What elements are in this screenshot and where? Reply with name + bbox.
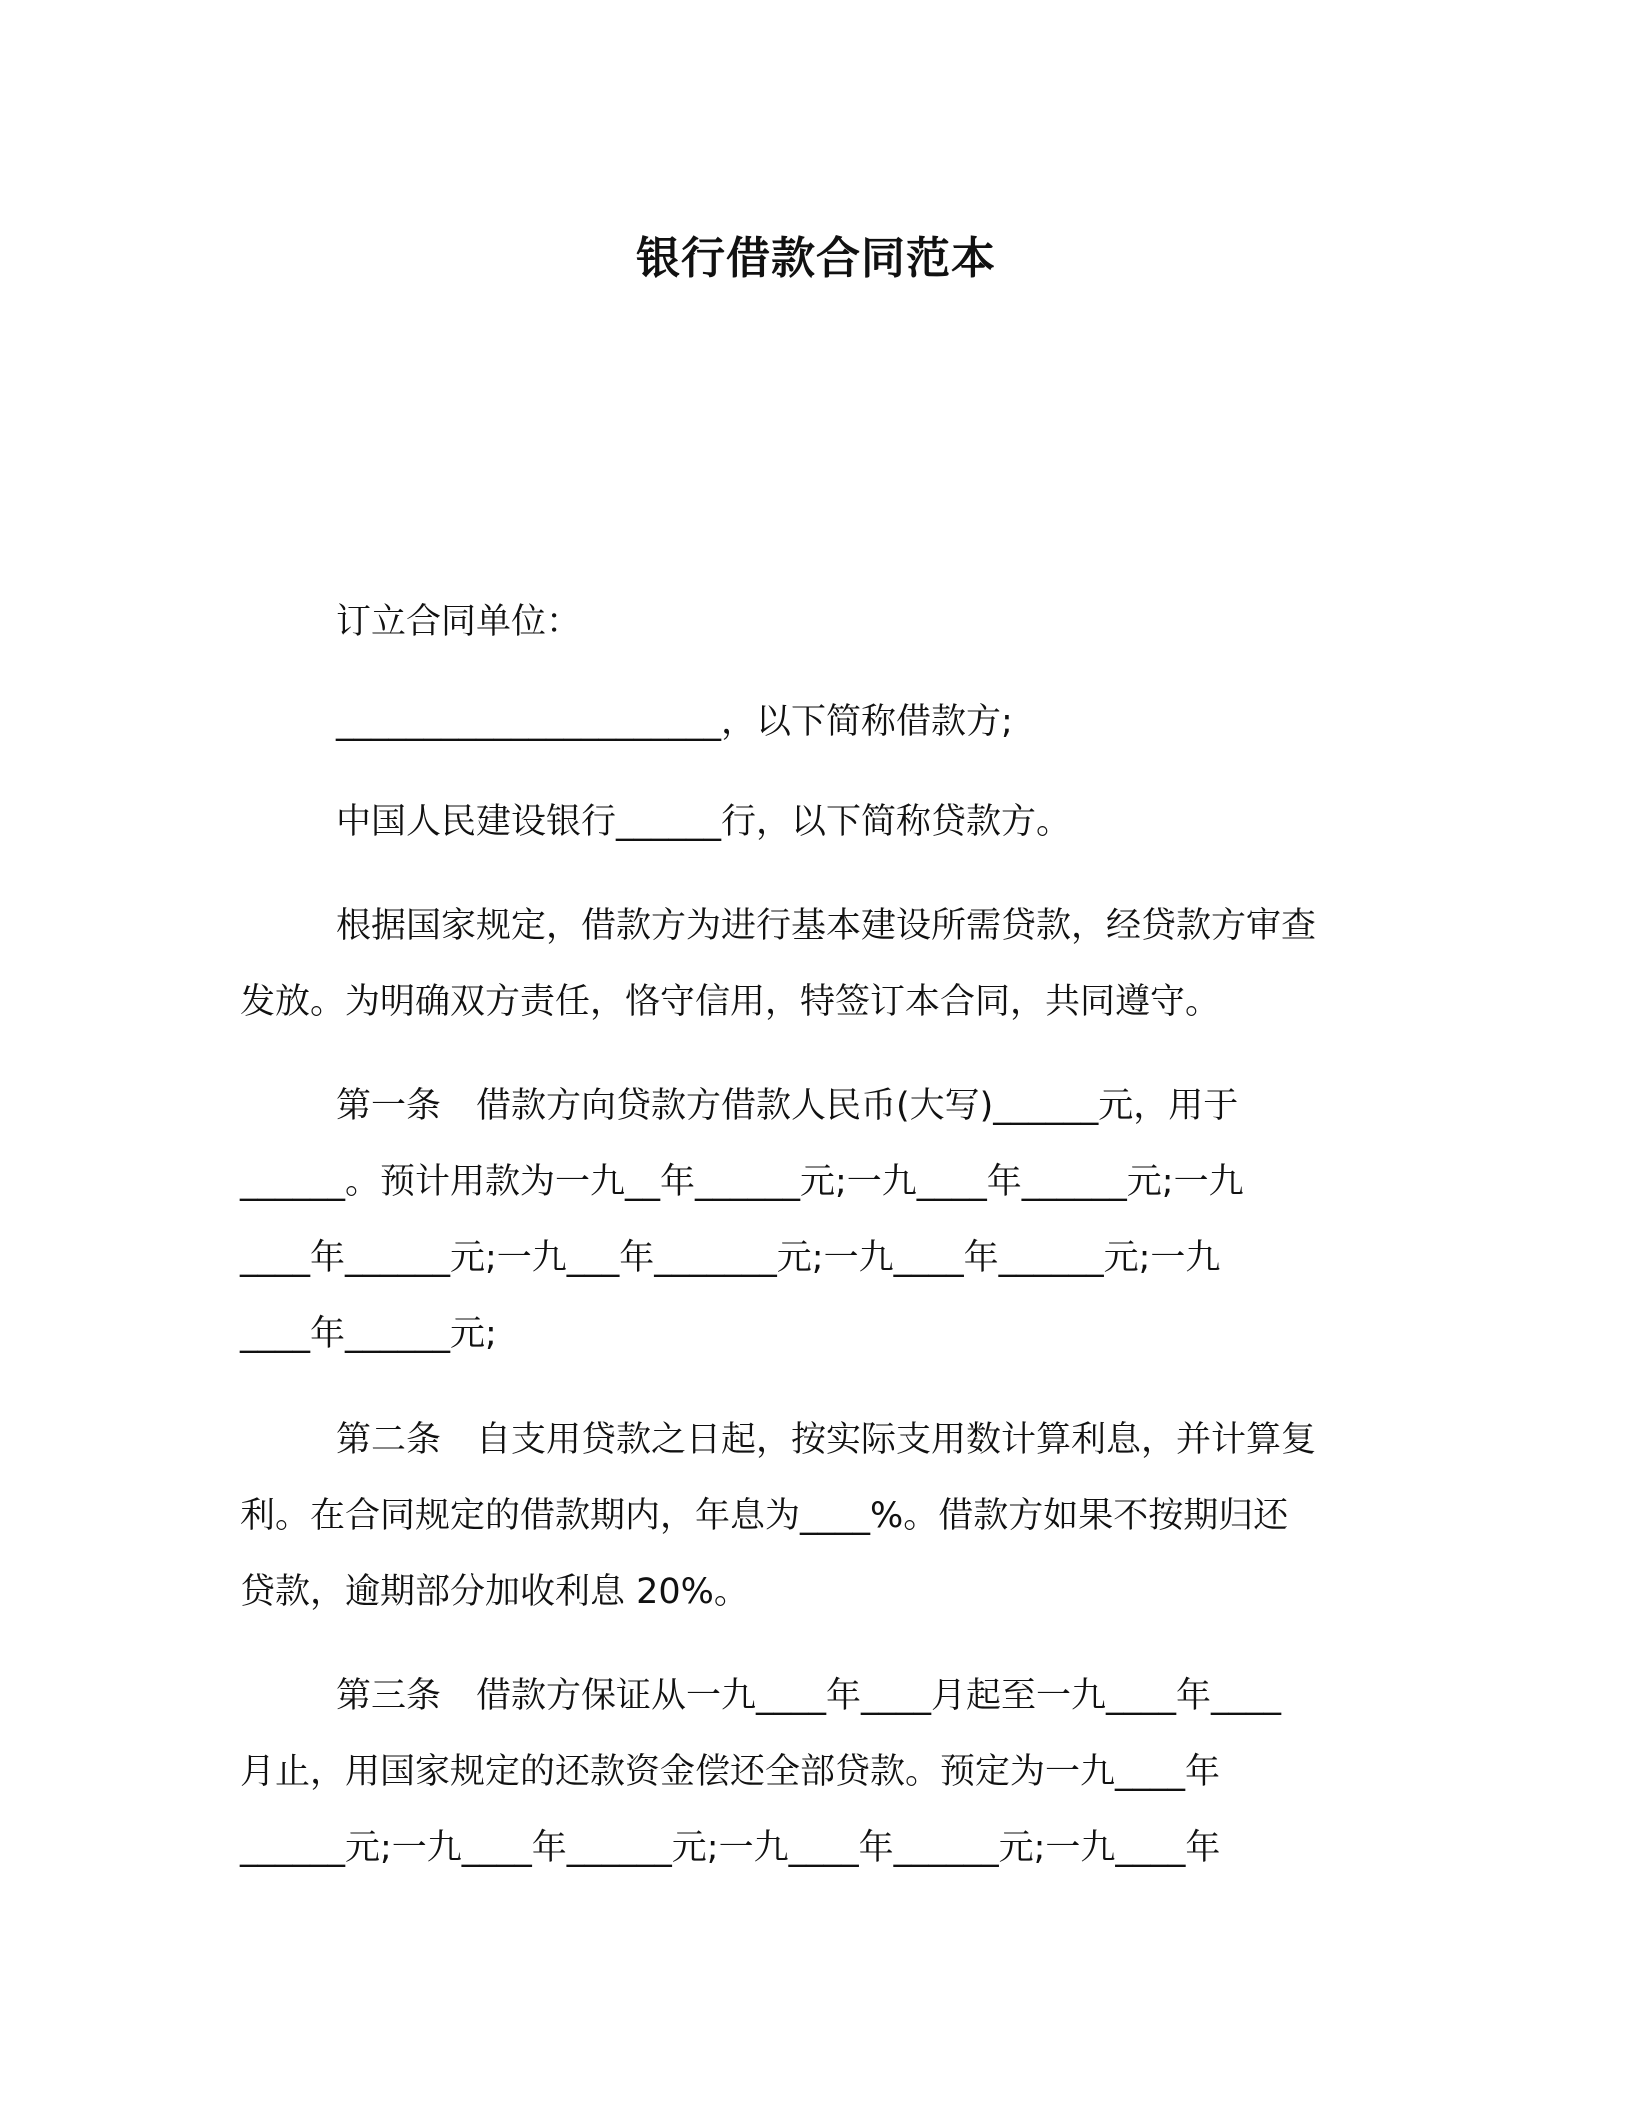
article-2-line-1: 第二条 自支用贷款之日起，按实际支用数计算利息，并计算复 <box>336 1420 1317 1460</box>
lender-line: 中国人民建设银行______行，以下简称贷款方。 <box>336 802 1072 842</box>
article-1-line-2: ______。预计用款为一九__年______元;一九____年______元;一九 <box>240 1162 1244 1202</box>
article-2-line-2: 利。在合同规定的借款期内，年息为____%。借款方如果不按期归还 <box>240 1496 1289 1536</box>
document-title: 银行借款合同范本 <box>636 233 996 284</box>
article-3-line-3: ______元;一九____年______元;一九____年______元;一九____年 <box>240 1828 1221 1868</box>
borrower-line: ______________________，以下简称借款方; <box>336 702 1013 742</box>
article-3-line-2: 月止，用国家规定的还款资金偿还全部贷款。预定为一九____年 <box>240 1752 1221 1792</box>
article-1-line-4: ____年______元; <box>240 1314 497 1354</box>
article-1-line-3: ____年______元;一九___年_______元;一九____年______元;一九 <box>240 1238 1221 1278</box>
preamble-line-1: 根据国家规定，借款方为进行基本建设所需贷款，经贷款方审查 <box>336 906 1317 946</box>
article-3-line-1: 第三条 借款方保证从一九____年____月起至一九____年____ <box>336 1676 1282 1716</box>
contract-parties-label: 订立合同单位： <box>336 602 582 642</box>
preamble-line-2: 发放。为明确双方责任，恪守信用，特签订本合同，共同遵守。 <box>240 982 1221 1022</box>
article-2-line-3: 贷款，逾期部分加收利息 20%。 <box>240 1572 749 1612</box>
article-1-line-1: 第一条 借款方向贷款方借款人民币(大写)______元，用于 <box>336 1086 1239 1126</box>
